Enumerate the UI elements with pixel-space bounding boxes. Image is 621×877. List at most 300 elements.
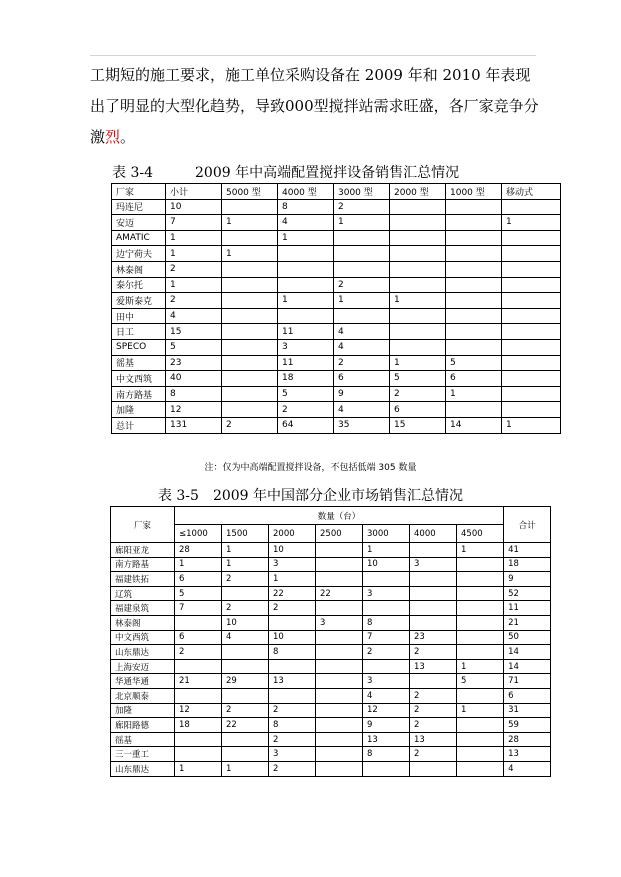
table-cell: 23 (166, 355, 222, 371)
table-cell: 50 (504, 630, 551, 645)
table-cell (316, 674, 363, 689)
size-header-cell: 4000 (410, 525, 457, 543)
table-cell: 2 (410, 645, 457, 660)
table-cell: 2 (175, 645, 222, 660)
table-cell: 5 (166, 339, 222, 355)
table-cell: 1 (502, 215, 561, 231)
table-cell (175, 659, 222, 674)
paragraph-line-3-end: 。 (120, 128, 136, 146)
table-cell (316, 645, 363, 660)
table-cell (222, 293, 278, 309)
table-row (112, 230, 561, 246)
table-3-5-subheader-row (111, 525, 551, 543)
total-header: 合计 (504, 507, 551, 543)
table-cell: 52 (504, 586, 551, 601)
table-cell (457, 645, 504, 660)
table-cell (222, 645, 269, 660)
table-cell: 4 (334, 339, 390, 355)
table-cell (446, 246, 502, 262)
table-cell: 6 (504, 688, 551, 703)
table-cell (410, 586, 457, 601)
table-cell (334, 230, 390, 246)
table-row (111, 674, 551, 689)
table-cell: 14 (446, 417, 502, 433)
table-cell: 3 (363, 586, 410, 601)
table-cell: 64 (278, 417, 334, 433)
table-cell: 23 (410, 630, 457, 645)
table-cell: 2000 型 (390, 184, 446, 200)
table-cell: 13 (363, 732, 410, 747)
table-cell (446, 215, 502, 231)
table-cell: 华通华通 (111, 674, 175, 689)
table-cell: 2 (166, 293, 222, 309)
table-cell (502, 261, 561, 277)
table-cell (363, 572, 410, 587)
table-cell (175, 615, 222, 630)
table-cell: 1 (390, 355, 446, 371)
table-cell: 8 (363, 615, 410, 630)
table-row (112, 324, 561, 340)
table-cell: 1 (390, 293, 446, 309)
table-row (111, 572, 551, 587)
table-cell (502, 324, 561, 340)
table-row (111, 557, 551, 572)
table-cell (390, 199, 446, 215)
table-cell (316, 543, 363, 558)
table-cell (446, 230, 502, 246)
table-cell (316, 761, 363, 776)
header-rule (90, 55, 536, 56)
table-row (112, 417, 561, 433)
table-cell (502, 246, 561, 262)
table-cell: 8 (278, 199, 334, 215)
table-cell (457, 572, 504, 587)
table-cell: 2 (363, 645, 410, 660)
table-cell (222, 386, 278, 402)
table-cell: 1 (334, 293, 390, 309)
table-cell: 13 (410, 732, 457, 747)
table-cell: 4 (334, 324, 390, 340)
table-cell (222, 747, 269, 762)
table-cell (363, 761, 410, 776)
table-cell (446, 261, 502, 277)
table-cell: 小计 (166, 184, 222, 200)
size-header-cell: 4500 (457, 525, 504, 543)
table-row (111, 586, 551, 601)
table-cell: 5 (175, 586, 222, 601)
table-cell: 2 (410, 688, 457, 703)
table-cell (457, 630, 504, 645)
table-cell (502, 402, 561, 418)
table-cell: 1 (222, 215, 278, 231)
table-cell (457, 586, 504, 601)
table-cell (457, 747, 504, 762)
table-cell: 1 (334, 215, 390, 231)
table-row (112, 215, 561, 231)
table-cell (457, 557, 504, 572)
table-cell: 4000 型 (278, 184, 334, 200)
table-cell (390, 261, 446, 277)
table-cell: 10 (222, 615, 269, 630)
table-cell: SPECO (112, 339, 166, 355)
table-cell: 6 (175, 630, 222, 645)
table-cell: 8 (269, 718, 316, 733)
table-cell (390, 246, 446, 262)
table-cell: 3000 型 (334, 184, 390, 200)
table-cell: 14 (504, 645, 551, 660)
table-cell: 林泰阁 (111, 615, 175, 630)
table-cell (502, 199, 561, 215)
table-cell (316, 572, 363, 587)
table-cell (222, 339, 278, 355)
size-header-cell: 2500 (316, 525, 363, 543)
table-cell: 1 (175, 761, 222, 776)
table-cell: 6 (446, 371, 502, 387)
table-cell: 12 (166, 402, 222, 418)
table-cell: 5 (457, 674, 504, 689)
table-cell: 10 (363, 557, 410, 572)
table-cell: 爱斯泰克 (112, 293, 166, 309)
table-3-5-number: 表 3-5 (157, 488, 199, 504)
table-row (111, 732, 551, 747)
table-cell: 4 (278, 215, 334, 231)
table-cell (222, 324, 278, 340)
table-cell: 1 (457, 659, 504, 674)
paragraph-line-3-text: 激 (90, 128, 106, 146)
table-cell: 4 (334, 402, 390, 418)
table-cell (316, 688, 363, 703)
table-cell (222, 355, 278, 371)
table-cell (446, 339, 502, 355)
table-cell: 北京顺泰 (111, 688, 175, 703)
table-cell (390, 324, 446, 340)
table-row (111, 615, 551, 630)
table-row (111, 761, 551, 776)
table-cell: 59 (504, 718, 551, 733)
table-row (111, 645, 551, 660)
table-cell (334, 246, 390, 262)
table-cell: 廊阳路德 (111, 718, 175, 733)
table-cell: 8 (269, 645, 316, 660)
table-row (111, 543, 551, 558)
table-row (112, 355, 561, 371)
table-cell: 林泰阁 (112, 261, 166, 277)
table-cell: 8 (363, 747, 410, 762)
table-cell: 徭基 (111, 732, 175, 747)
table-cell: 1 (457, 543, 504, 558)
table-cell: 10 (166, 199, 222, 215)
paragraph-highlight-text: 烈 (105, 128, 121, 146)
table-cell: 日工 (112, 324, 166, 340)
table-cell: 28 (175, 543, 222, 558)
table-cell: 1 (166, 246, 222, 262)
table-cell: 14 (504, 659, 551, 674)
table-cell: 1 (502, 417, 561, 433)
table-cell: 12 (363, 703, 410, 718)
table-cell: 田中 (112, 308, 166, 324)
table-cell: 29 (222, 674, 269, 689)
table-cell: 2 (410, 747, 457, 762)
table-cell: 1 (222, 557, 269, 572)
table-row (112, 371, 561, 387)
table-cell: 2 (269, 761, 316, 776)
table-row (112, 308, 561, 324)
table-cell: 18 (278, 371, 334, 387)
table-cell (457, 615, 504, 630)
table-cell: 中文西筑 (111, 630, 175, 645)
table-cell: 2 (410, 718, 457, 733)
table-cell: 41 (504, 543, 551, 558)
table-cell: 南方路基 (111, 557, 175, 572)
table-cell: 2 (222, 572, 269, 587)
table-cell (316, 557, 363, 572)
table-3-4-body (112, 184, 561, 434)
table-cell (222, 277, 278, 293)
table-3-5-header-row (111, 507, 551, 525)
table-cell: 4 (222, 630, 269, 645)
table-cell: 6 (175, 572, 222, 587)
table-cell (175, 688, 222, 703)
table-cell: 山东鼎达 (111, 645, 175, 660)
paragraph-line-3 (90, 122, 540, 153)
vendor-header: 厂家 (111, 507, 175, 543)
table-3-4 (111, 183, 561, 434)
table-cell: 4 (166, 308, 222, 324)
table-cell: 9 (504, 572, 551, 587)
table-cell (502, 293, 561, 309)
table-cell (175, 732, 222, 747)
table-cell: 35 (334, 417, 390, 433)
table-row (111, 688, 551, 703)
table-cell: 加隆 (111, 703, 175, 718)
table-cell (410, 601, 457, 616)
table-cell: 1 (166, 277, 222, 293)
table-3-5-body (111, 507, 551, 777)
table-cell: 1 (166, 230, 222, 246)
table-cell (316, 747, 363, 762)
table-cell: 31 (504, 703, 551, 718)
table-cell: 2 (166, 261, 222, 277)
quantity-header: 数量（台） (175, 507, 504, 525)
table-cell: 12 (175, 703, 222, 718)
table-cell: 10 (269, 630, 316, 645)
table-cell (502, 230, 561, 246)
table-cell (457, 688, 504, 703)
table-cell: 131 (166, 417, 222, 433)
table-cell (457, 732, 504, 747)
table-cell: 2 (334, 199, 390, 215)
table-cell: 7 (166, 215, 222, 231)
table-cell (316, 601, 363, 616)
table-cell: 9 (363, 718, 410, 733)
body-paragraph (90, 60, 540, 153)
size-header-cell: 3000 (363, 525, 410, 543)
table-cell: 2 (269, 703, 316, 718)
table-cell: 1 (278, 230, 334, 246)
table-cell (410, 572, 457, 587)
table-cell: 2 (334, 355, 390, 371)
table-cell: 1 (278, 293, 334, 309)
table-cell: 5000 型 (222, 184, 278, 200)
table-cell: 5 (278, 386, 334, 402)
table-cell: 13 (269, 674, 316, 689)
table-cell: AMATIC (112, 230, 166, 246)
table-row (112, 402, 561, 418)
table-3-5-caption (0, 485, 621, 505)
table-cell (222, 308, 278, 324)
table-row (112, 277, 561, 293)
table-cell (278, 277, 334, 293)
table-cell: 玛连尼 (112, 199, 166, 215)
table-cell (316, 703, 363, 718)
table-cell (269, 688, 316, 703)
table-cell: 辽筑 (111, 586, 175, 601)
table-row (111, 659, 551, 674)
table-cell: 15 (390, 417, 446, 433)
table-cell: 22 (316, 586, 363, 601)
table-cell (502, 339, 561, 355)
table-cell: 1 (222, 761, 269, 776)
table-cell (390, 230, 446, 246)
table-cell (278, 308, 334, 324)
table-cell (390, 277, 446, 293)
table-cell: 11 (278, 355, 334, 371)
table-cell (502, 308, 561, 324)
paragraph-line-1: 工期短的施工要求，施工单位采购设备在 2009 年和 2010 年表现 (90, 66, 531, 84)
table-cell: 2 (222, 703, 269, 718)
table-cell (446, 402, 502, 418)
table-cell: 4 (504, 761, 551, 776)
table-cell: 3 (269, 557, 316, 572)
table-cell: 1000 型 (446, 184, 502, 200)
table-cell: 6 (390, 402, 446, 418)
table-cell: 71 (504, 674, 551, 689)
table-cell (278, 261, 334, 277)
table-cell (222, 586, 269, 601)
table-cell: 2 (334, 277, 390, 293)
table-cell (446, 308, 502, 324)
table-cell (457, 718, 504, 733)
table-cell: 11 (504, 601, 551, 616)
table-cell: 2 (390, 386, 446, 402)
size-header-cell: 1500 (222, 525, 269, 543)
table-cell (502, 355, 561, 371)
table-3-4-title: 2009 年中高端配置搅拌设备销售汇总情况 (195, 165, 460, 181)
table-cell (222, 402, 278, 418)
table-cell: 15 (166, 324, 222, 340)
table-cell: 2 (269, 732, 316, 747)
table-cell: 10 (269, 543, 316, 558)
table-cell (269, 615, 316, 630)
table-cell: 1 (269, 572, 316, 587)
table-cell (222, 261, 278, 277)
table-cell (446, 293, 502, 309)
table-cell (175, 747, 222, 762)
table-cell (446, 277, 502, 293)
table-cell: 3 (363, 674, 410, 689)
table-3-4-caption (112, 162, 459, 182)
table-cell (316, 732, 363, 747)
table-cell: 18 (504, 557, 551, 572)
table-cell (222, 371, 278, 387)
size-header-cell: ≤1000 (175, 525, 222, 543)
table-cell (316, 630, 363, 645)
table-cell: 5 (390, 371, 446, 387)
table-cell (363, 659, 410, 674)
table-cell (363, 601, 410, 616)
table-cell: 21 (175, 674, 222, 689)
table-cell (410, 674, 457, 689)
table-cell (334, 308, 390, 324)
table-3-4-note: 注：仅为中高端配置搅拌设备，不包括低端 305 数量 (204, 463, 417, 473)
table-cell: 22 (269, 586, 316, 601)
table-cell (410, 761, 457, 776)
table-cell (222, 659, 269, 674)
table-cell (390, 215, 446, 231)
table-3-4-number: 表 3-4 (112, 165, 153, 181)
table-cell: 福建铁拓 (111, 572, 175, 587)
table-cell (334, 261, 390, 277)
table-cell (390, 308, 446, 324)
table-cell: 3 (269, 747, 316, 762)
table-row (112, 246, 561, 262)
table-cell: 13 (504, 747, 551, 762)
table-cell: 22 (222, 718, 269, 733)
table-cell: 7 (175, 601, 222, 616)
size-header-cell: 2000 (269, 525, 316, 543)
table-3-5-title: 2009 年中国部分企业市场销售汇总情况 (212, 488, 464, 504)
table-cell: 5 (446, 355, 502, 371)
table-cell (410, 543, 457, 558)
table-cell: 2 (222, 601, 269, 616)
table-cell: 安迈 (112, 215, 166, 231)
table-cell: 2 (410, 703, 457, 718)
table-cell (502, 371, 561, 387)
table-cell: 廊阳亚龙 (111, 543, 175, 558)
table-row (112, 386, 561, 402)
table-3-5 (110, 506, 551, 777)
table-row (112, 199, 561, 215)
table-cell: 1 (363, 543, 410, 558)
table-cell (222, 230, 278, 246)
table-cell: 2 (222, 417, 278, 433)
table-row (112, 261, 561, 277)
table-cell (446, 199, 502, 215)
table-cell (410, 615, 457, 630)
table-row (111, 630, 551, 645)
table-cell: 9 (334, 386, 390, 402)
table-cell: 18 (175, 718, 222, 733)
table-cell: 1 (222, 246, 278, 262)
table-cell: 40 (166, 371, 222, 387)
table-row (111, 747, 551, 762)
table-cell (457, 601, 504, 616)
table-cell: 7 (363, 630, 410, 645)
table-cell: 2 (278, 402, 334, 418)
table-cell: 4 (363, 688, 410, 703)
table-cell (222, 688, 269, 703)
table-cell (269, 659, 316, 674)
table-cell: 28 (504, 732, 551, 747)
table-cell: 厂家 (112, 184, 166, 200)
table-cell: 1 (175, 557, 222, 572)
table-cell: 21 (504, 615, 551, 630)
table-cell: 1 (446, 386, 502, 402)
table-cell: 泰尔托 (112, 277, 166, 293)
table-cell: 上海安迈 (111, 659, 175, 674)
table-row (111, 601, 551, 616)
table-cell: 中文西筑 (112, 371, 166, 387)
